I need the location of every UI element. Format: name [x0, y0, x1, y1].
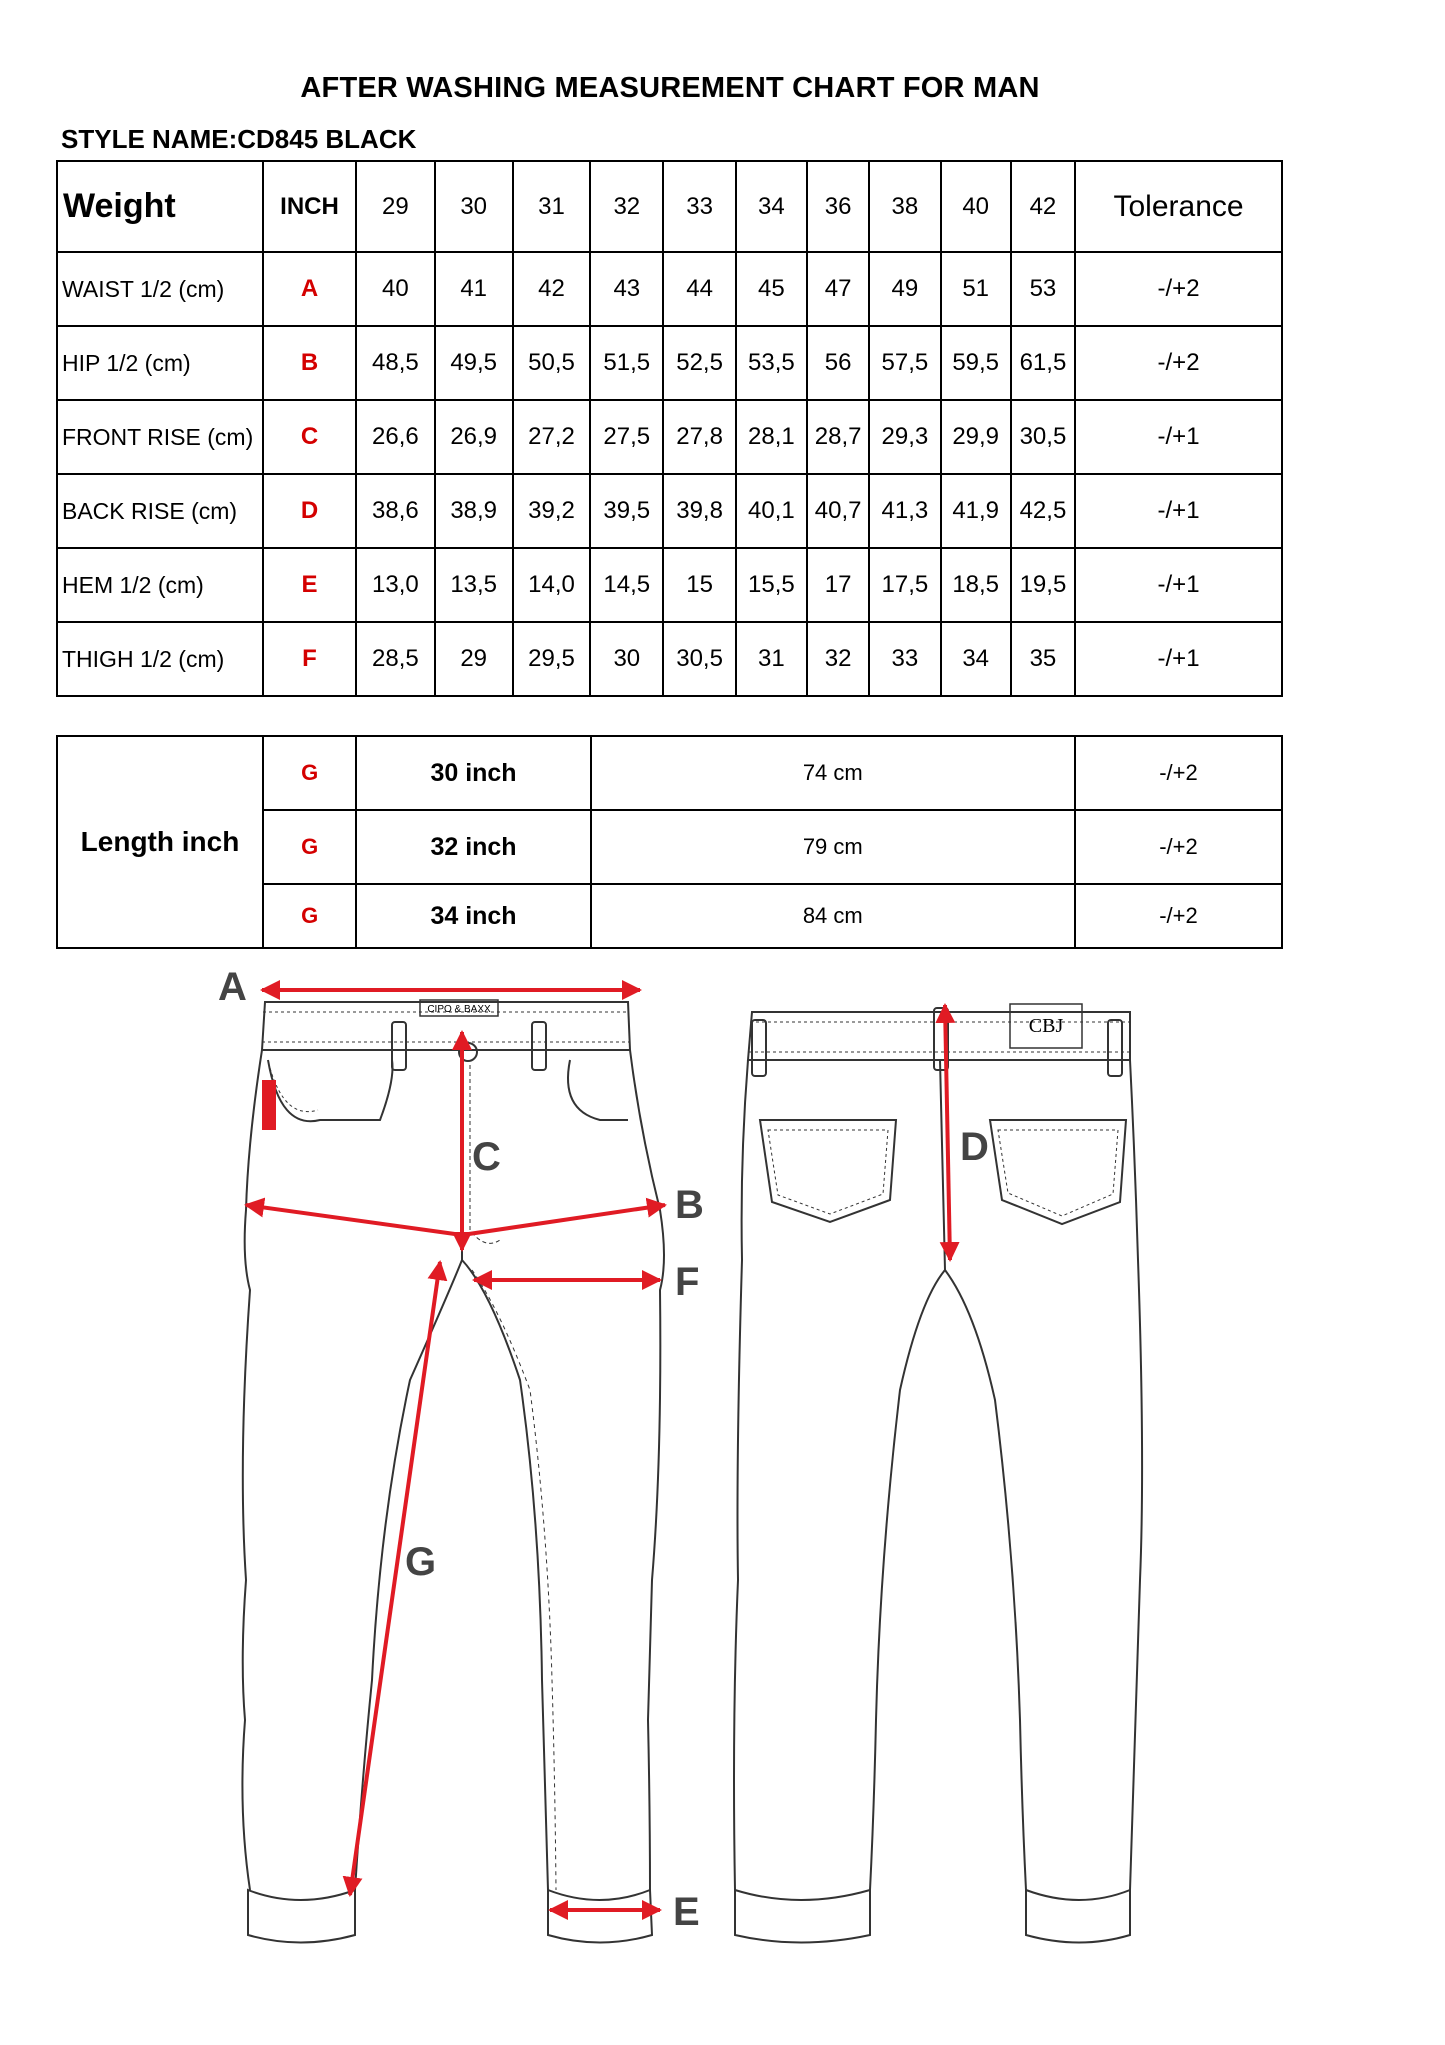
measurement-row — [57, 400, 1282, 474]
measurement-value: 14,0 — [513, 548, 590, 622]
front-pants-drawing — [242, 1000, 664, 1943]
measurement-row — [57, 326, 1282, 400]
front-pocket-tag — [262, 1080, 276, 1130]
measurement-tolerance: -/+1 — [1075, 622, 1282, 696]
size-header-row — [57, 161, 1282, 252]
tolerance-label: Tolerance — [1075, 161, 1282, 252]
size-header: 30 — [435, 161, 513, 252]
measurement-value: 47 — [807, 252, 869, 326]
measurement-value: 39,5 — [590, 474, 663, 548]
letter-a: A — [218, 965, 247, 1009]
length-label: Length inch — [57, 736, 263, 948]
measurement-value: 42,5 — [1011, 474, 1075, 548]
measurement-value: 28,5 — [356, 622, 434, 696]
measurement-value: 13,5 — [435, 548, 513, 622]
measurement-label: BACK RISE (cm) — [57, 474, 263, 548]
length-tolerance: -/+2 — [1075, 810, 1282, 884]
letter-f: F — [675, 1260, 700, 1304]
measurement-value: 56 — [807, 326, 869, 400]
front-brand-label: CIPO & BAXX — [427, 1004, 491, 1015]
measurement-value: 43 — [590, 252, 663, 326]
measurement-value: 27,5 — [590, 400, 663, 474]
measurement-value: 18,5 — [941, 548, 1011, 622]
style-name: STYLE NAME:CD845 BLACK — [61, 124, 417, 154]
measurement-code: F — [263, 622, 356, 696]
measurement-value: 39,8 — [663, 474, 735, 548]
back-pants-drawing — [734, 1004, 1142, 1943]
measurement-value: 40,1 — [736, 474, 807, 548]
measurement-row — [57, 622, 1282, 696]
measurement-row — [57, 252, 1282, 326]
measurement-value: 29,9 — [941, 400, 1011, 474]
measurement-value: 48,5 — [356, 326, 434, 400]
measurement-value: 26,6 — [356, 400, 434, 474]
measurement-value: 17,5 — [869, 548, 940, 622]
measurement-value: 15 — [663, 548, 735, 622]
measurement-label: HEM 1/2 (cm) — [57, 548, 263, 622]
letter-b: B — [675, 1183, 704, 1227]
measurement-code: E — [263, 548, 356, 622]
length-row — [57, 736, 1282, 810]
measurement-value: 27,2 — [513, 400, 590, 474]
weight-label: Weight — [57, 161, 263, 252]
measurement-tolerance: -/+2 — [1075, 252, 1282, 326]
measurement-code: A — [263, 252, 356, 326]
size-header: 38 — [869, 161, 940, 252]
measurement-value: 52,5 — [663, 326, 735, 400]
letter-e: E — [673, 1890, 700, 1934]
length-cm: 79 cm — [591, 810, 1075, 884]
length-inch: 32 inch — [356, 810, 590, 884]
measurement-value: 30,5 — [1011, 400, 1075, 474]
measurement-value: 45 — [736, 252, 807, 326]
measurement-value: 15,5 — [736, 548, 807, 622]
measurement-tolerance: -/+1 — [1075, 548, 1282, 622]
measurement-value: 51,5 — [590, 326, 663, 400]
measurement-value: 27,8 — [663, 400, 735, 474]
measurement-value: 28,1 — [736, 400, 807, 474]
measurement-value: 41 — [435, 252, 513, 326]
length-code: G — [263, 810, 356, 884]
measurement-value: 53 — [1011, 252, 1075, 326]
arrow-b-hip-right — [462, 1205, 665, 1235]
measurement-code: B — [263, 326, 356, 400]
measurement-value: 40,7 — [807, 474, 869, 548]
length-cm: 74 cm — [591, 736, 1075, 810]
letter-c: C — [472, 1135, 501, 1179]
measurement-value: 33 — [869, 622, 940, 696]
length-cm: 84 cm — [591, 884, 1075, 948]
measurement-row — [57, 474, 1282, 548]
inch-label: INCH — [263, 161, 356, 252]
size-header: 34 — [736, 161, 807, 252]
measurement-value: 44 — [663, 252, 735, 326]
page-title: AFTER WASHING MEASUREMENT CHART FOR MAN — [300, 72, 1040, 104]
length-inch: 34 inch — [356, 884, 590, 948]
measurement-value: 61,5 — [1011, 326, 1075, 400]
measurement-value: 41,9 — [941, 474, 1011, 548]
measurement-row — [57, 548, 1282, 622]
measurement-tolerance: -/+2 — [1075, 326, 1282, 400]
measurement-label: HIP 1/2 (cm) — [57, 326, 263, 400]
measurement-label: FRONT RISE (cm) — [57, 400, 263, 474]
measurement-value: 14,5 — [590, 548, 663, 622]
measurement-value: 41,3 — [869, 474, 940, 548]
measurement-value: 29,3 — [869, 400, 940, 474]
letter-g: G — [405, 1540, 437, 1584]
length-tolerance: -/+2 — [1075, 884, 1282, 948]
length-table — [56, 735, 1283, 949]
measurement-value: 35 — [1011, 622, 1075, 696]
size-header: 32 — [590, 161, 663, 252]
length-code: G — [263, 736, 356, 810]
length-inch: 30 inch — [356, 736, 590, 810]
measurement-value: 38,9 — [435, 474, 513, 548]
measurement-value: 51 — [941, 252, 1011, 326]
measurement-value: 42 — [513, 252, 590, 326]
measurement-value: 28,7 — [807, 400, 869, 474]
measurement-tolerance: -/+1 — [1075, 474, 1282, 548]
measurement-value: 59,5 — [941, 326, 1011, 400]
measurement-label: WAIST 1/2 (cm) — [57, 252, 263, 326]
measurement-label: THIGH 1/2 (cm) — [57, 622, 263, 696]
back-brand-label: CBJ — [1028, 1015, 1064, 1037]
measurement-value: 49 — [869, 252, 940, 326]
measurement-value: 19,5 — [1011, 548, 1075, 622]
size-header: 33 — [663, 161, 735, 252]
measurement-value: 26,9 — [435, 400, 513, 474]
measurement-tolerance: -/+1 — [1075, 400, 1282, 474]
pants-diagram — [0, 960, 1445, 1960]
measurement-value: 34 — [941, 622, 1011, 696]
size-header: 40 — [941, 161, 1011, 252]
arrow-b-hip-left — [246, 1205, 462, 1235]
measurement-value: 30 — [590, 622, 663, 696]
size-header: 31 — [513, 161, 590, 252]
measurement-code: D — [263, 474, 356, 548]
measurement-value: 32 — [807, 622, 869, 696]
measurement-value: 40 — [356, 252, 434, 326]
measurement-value: 29 — [435, 622, 513, 696]
measurement-value: 31 — [736, 622, 807, 696]
measurement-value: 17 — [807, 548, 869, 622]
measurement-value: 30,5 — [663, 622, 735, 696]
measurement-code: C — [263, 400, 356, 474]
measurement-value: 38,6 — [356, 474, 434, 548]
measurement-value: 50,5 — [513, 326, 590, 400]
measurement-value: 53,5 — [736, 326, 807, 400]
letter-d: D — [960, 1125, 989, 1169]
size-header: 42 — [1011, 161, 1075, 252]
measurement-value: 49,5 — [435, 326, 513, 400]
size-measurement-table — [56, 160, 1283, 697]
measurement-value: 57,5 — [869, 326, 940, 400]
size-header: 29 — [356, 161, 434, 252]
arrow-d-back-rise — [945, 1005, 950, 1260]
measurement-value: 29,5 — [513, 622, 590, 696]
length-tolerance: -/+2 — [1075, 736, 1282, 810]
size-header: 36 — [807, 161, 869, 252]
length-code: G — [263, 884, 356, 948]
measurement-value: 13,0 — [356, 548, 434, 622]
measurement-value: 39,2 — [513, 474, 590, 548]
